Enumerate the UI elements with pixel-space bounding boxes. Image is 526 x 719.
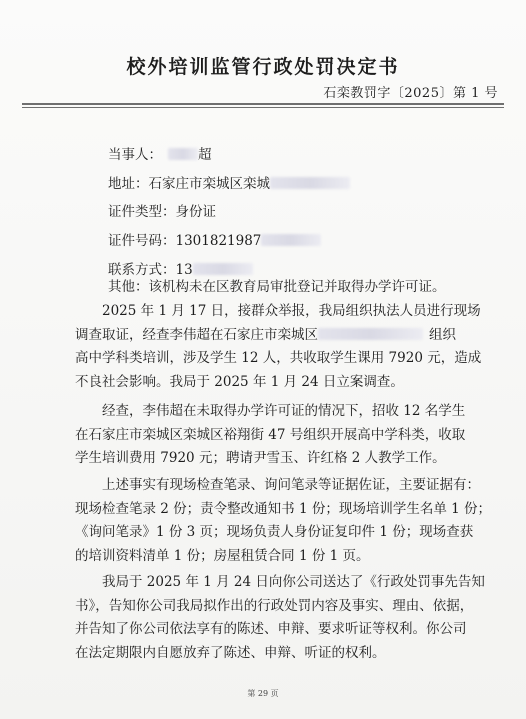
id-number-field [108,229,321,249]
party-label: 当事人： [108,147,162,163]
text-line: 在石家庄市栾城区栾城区裕翔街 47 号组织开展高中学科类，收取 [75,426,466,443]
redaction-mark [168,148,198,160]
id-number-label: 证件号码： [108,233,176,249]
text-line: 书》，告知你公司我局拟作出的行政处罚内容及事实、理由、依据， [75,597,474,614]
text-line: 并告知了你公司依法享有的陈述、申辩、要求听证等权利。你公司 [75,621,467,637]
redaction-mark [318,328,423,340]
paragraph-report [75,300,481,394]
redaction-mark [193,263,253,275]
paragraph-findings [75,400,465,471]
text-line: 其他：该机构未在区教育局审批登记并取得办学许可证。 [108,279,446,295]
text-line: 在法定期限内自愿放弃了陈述、申辩、听证的权利。 [75,644,386,661]
text-line: 高中学科类培训，涉及学生 12 人，共收取学生课用 7920 元，造成 [75,350,482,366]
address-label: 地址： [108,176,149,192]
contact-field [108,258,253,278]
address-value: 石家庄市栾城区栾城 [148,176,270,192]
id-type-field [108,200,216,220]
text-line: 2025 年 1 月 17 日，接群众举报，我局组织执法人员进行现场 [102,303,481,319]
redaction-mark [261,234,321,246]
id-type-label: 证件类型： [108,204,176,220]
text-line [75,324,481,348]
text-line: 学生培训费用 7920 元；聘请尹雪玉、许红格 2 人教学工作。 [75,450,446,466]
text-line: 的培训资料清单 1 份；房屋租赁合同 1 份 1 页。 [75,547,370,564]
contact-label: 联系方式： [108,262,176,278]
text-line: 现场检查笔录 2 份；责令整改通知书 1 份；现场培训学生名单 1 份； [75,500,492,517]
document-title: 校外培训监管行政处罚决定书 [126,56,400,78]
text-line: 《询问笔录》1 份 3 页；现场负责人身份证复印件 1 份；现场查获 [75,524,474,540]
text-line: 经查，李伟超在未取得办学许可证的情况下，招收 12 名学生 [102,403,466,419]
header-rule-thin [22,107,504,108]
text-line: 不良社会影响。我局于 2025 年 1 月 24 日立案调查。 [75,373,404,390]
text-line: 我局于 2025 年 1 月 24 日向你公司送达了《行政处罚事先告知 [102,574,485,590]
text-fragment: 调查取证，经查李伟超在石家庄市栾城区 [75,326,318,343]
id-number-value: 1301821987 [175,233,262,249]
page-number: 第 29 页 [247,689,279,698]
paragraph-evidence [75,474,491,568]
contact-value: 13 [175,262,193,278]
address-field [108,172,350,192]
party-field [108,143,212,163]
document-number: 石栾教罚字〔2025〕第 1 号 [323,86,498,101]
redaction-mark [270,177,350,189]
text-line: 上述事实有现场检查笔录、询问笔录等证据佐证，主要证据有： [102,477,480,493]
paragraph-notice [75,571,485,665]
party-name: 超 [198,147,212,163]
id-type-value: 身份证 [175,204,216,220]
paragraph-other [108,276,446,300]
header-rule [22,103,504,105]
text-fragment: 组织 [429,326,456,343]
